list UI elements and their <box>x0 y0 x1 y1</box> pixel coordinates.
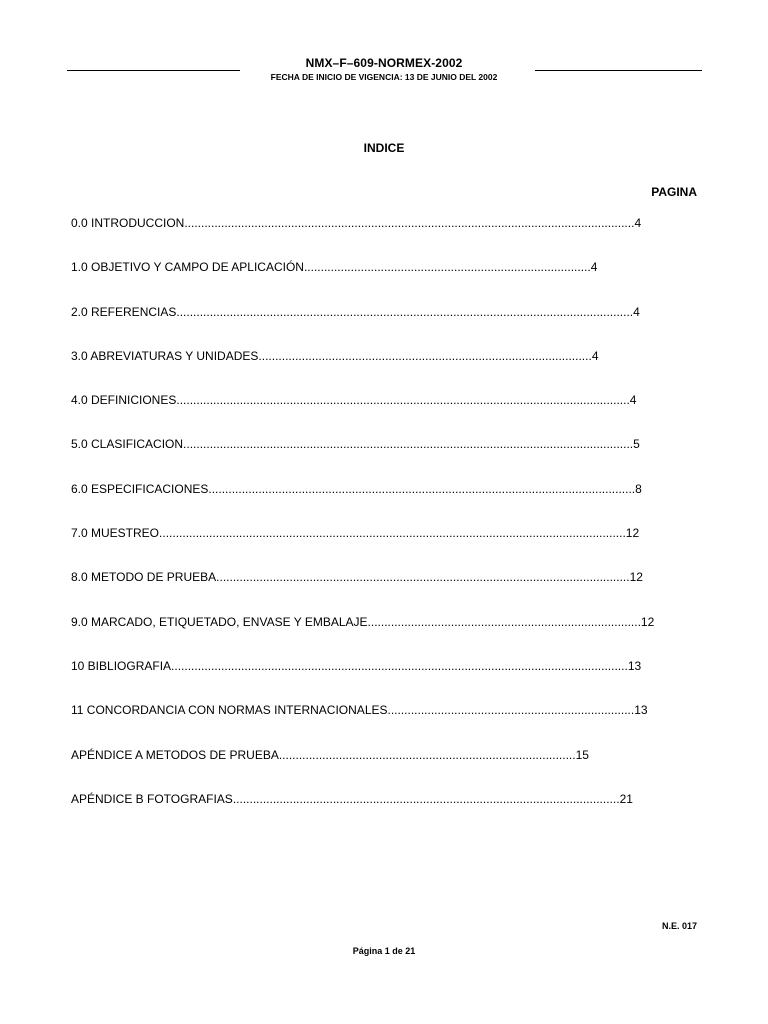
toc-entry-especificaciones[interactable] <box>71 481 701 525</box>
toc-page: 12 <box>629 570 643 585</box>
toc-title: APÉNDICE B FOTOGRAFIAS <box>71 791 233 806</box>
footer-reference: N.E. 017 <box>661 921 697 931</box>
toc-title: 9.0 MARCADO, ETIQUETADO, ENVASE Y EMBALAJE <box>71 614 368 629</box>
toc-page: 4 <box>634 216 642 230</box>
effective-date: FECHA DE INICIO DE VIGENCIA: 13 DE JUNIO DEL 2002 <box>270 72 498 82</box>
toc-leader: .................................................................................................... <box>258 348 592 363</box>
toc-leader: .................................................................................................................... <box>232 791 620 806</box>
toc-leader: ......................................................................................... <box>278 747 576 762</box>
toc-page: 4 <box>591 348 599 363</box>
header-rule-right <box>535 70 702 71</box>
toc-leader: ......................................................................................................................................... <box>171 658 628 673</box>
toc-title: 4.0 DEFINICIONES <box>71 393 177 408</box>
toc-title: 11 CONCORDANCIA CON NORMAS INTERNACIONALES <box>71 703 388 718</box>
toc-page: 8 <box>635 481 642 496</box>
toc-page: 12 <box>625 526 640 541</box>
toc-entry-metodo-prueba[interactable] <box>71 569 701 613</box>
toc-entry-marcado[interactable] <box>71 614 701 658</box>
toc-entry-definiciones[interactable] <box>71 392 701 436</box>
toc-title: 3.0 ABREVIATURAS Y UNIDADES <box>71 348 259 363</box>
toc-page: 21 <box>619 791 633 806</box>
page-column-label: PAGINA <box>651 185 697 199</box>
toc-title: 6.0 ESPECIFICACIONES <box>71 481 209 496</box>
toc-leader: ........................................................................................................................................ <box>176 393 630 408</box>
toc-entry-referencias[interactable] <box>71 304 701 348</box>
toc-entry-introduccion[interactable] <box>71 215 701 259</box>
toc-title: 8.0 METODO DE PRUEBA <box>71 570 217 585</box>
index-title: INDICE <box>363 141 405 155</box>
toc-page: 15 <box>575 747 589 762</box>
toc-leader: .......................................................................... <box>387 703 635 718</box>
toc-page: 4 <box>590 260 598 275</box>
toc-entry-muestreo[interactable] <box>71 525 701 569</box>
toc-title: 2.0 REFERENCIAS <box>71 304 177 319</box>
toc-title: 5.0 CLASIFICACION <box>71 437 184 452</box>
toc-page: 4 <box>633 304 640 319</box>
toc-page: 13 <box>627 658 642 673</box>
toc-title: 0.0 INTRODUCCION <box>71 216 185 230</box>
toc-page: 5 <box>633 437 640 452</box>
toc-leader: ................................................................................................................................ <box>208 481 636 496</box>
toc-entry-bibliografia[interactable] <box>71 658 701 702</box>
toc-entry-objetivo[interactable] <box>71 259 701 303</box>
toc-page: 12 <box>640 614 655 629</box>
toc-entry-clasificacion[interactable] <box>71 436 701 480</box>
toc-leader: ............................................................................................................................ <box>216 570 630 585</box>
toc-leader: ....................................................................................................................................... <box>183 437 634 452</box>
toc-title: APÉNDICE A METODOS DE PRUEBA <box>71 747 279 762</box>
table-of-contents <box>71 215 701 835</box>
toc-entry-apendice-b[interactable] <box>71 791 701 835</box>
toc-leader: ...................................................................................... <box>303 260 591 275</box>
toc-title: 10 BIBLIOGRAFIA <box>71 658 172 673</box>
toc-title: 7.0 MUESTREO <box>71 526 160 541</box>
document-code: NMX–F–609-NORMEX-2002 <box>305 56 463 70</box>
header-rule-left <box>67 70 240 71</box>
toc-leader: .................................................................................. <box>367 614 641 629</box>
toc-leader: ............................................................................................................................................ <box>159 526 626 541</box>
toc-entry-abreviaturas[interactable] <box>71 348 701 392</box>
page-number: Página 1 de 21 <box>352 946 416 956</box>
toc-page: 13 <box>634 703 648 718</box>
toc-leader: ......................................................................................................................................... <box>176 304 634 319</box>
toc-title: 1.0 OBJETIVO Y CAMPO DE APLICACIÓN <box>71 260 304 275</box>
toc-page: 4 <box>629 393 637 408</box>
toc-entry-concordancia[interactable] <box>71 702 701 746</box>
toc-entry-apendice-a[interactable] <box>71 747 701 791</box>
toc-leader: ....................................................................................................................................... <box>184 216 635 230</box>
